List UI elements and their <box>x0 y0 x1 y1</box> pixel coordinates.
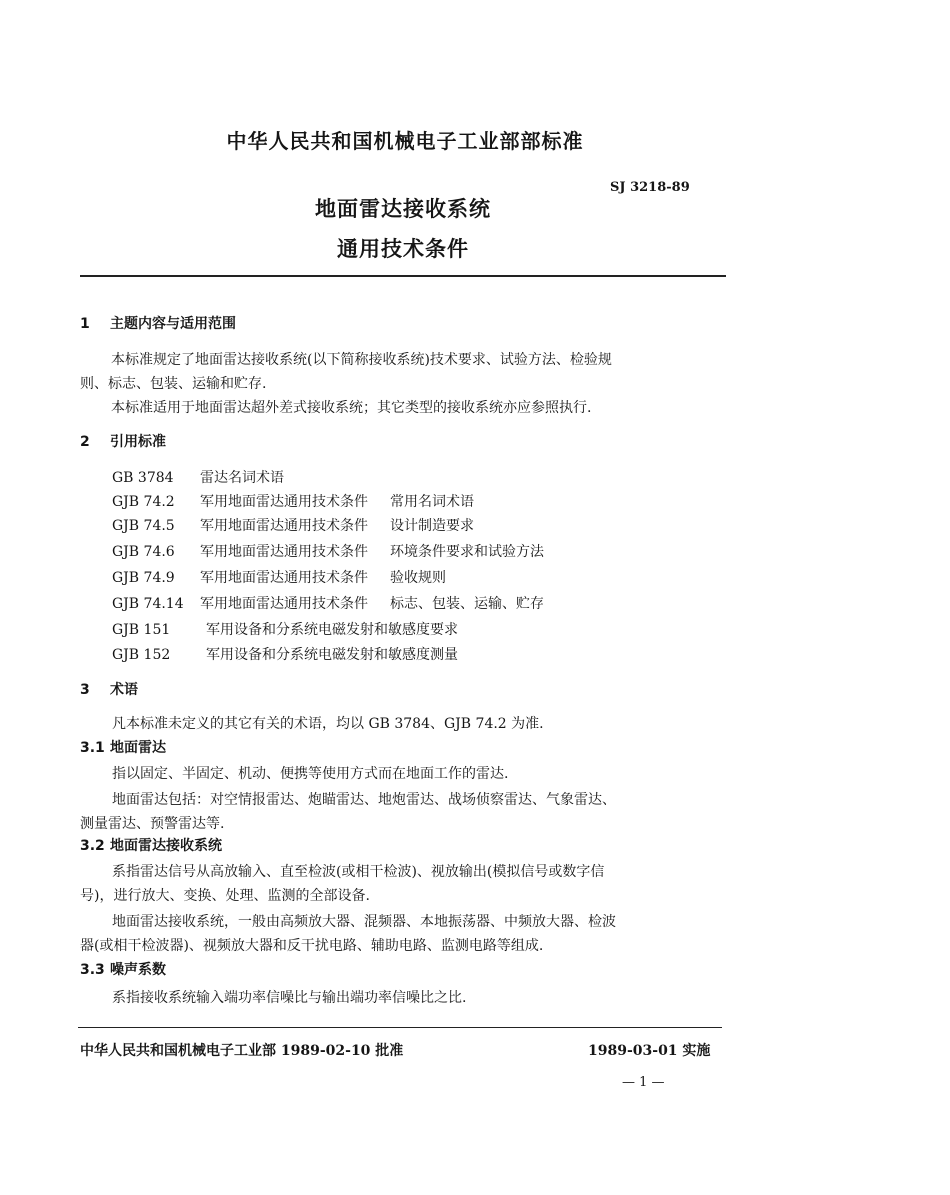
subsection-3-2-paragraph-1-line-1: 系指雷达信号从高放输入、直至检波(或相干检波)、视放输出(模拟信号或数字信 <box>112 864 605 880</box>
subsection-3-2-paragraph-1-line-2: 号)，进行放大、变换、处理、监测的全部设备. <box>80 888 370 904</box>
section-2-number: 2 <box>80 434 90 450</box>
reference-code: GB 3784 <box>112 470 174 486</box>
subsection-3-1-paragraph-1: 指以固定、半固定、机动、便携等使用方式而在地面工作的雷达. <box>112 766 509 782</box>
issuing-organization: 中华人民共和国机械电子工业部部标准 <box>226 129 584 153</box>
reference-subtitle: 设计制造要求 <box>390 518 474 534</box>
approval-note: 中华人民共和国机械电子工业部 1989-02-10 批准 <box>80 1043 404 1059</box>
section-3-intro: 凡本标准未定义的其它有关的术语，均以 GB 3784、GJB 74.2 为准. <box>112 716 544 732</box>
page-number: — 1 — <box>622 1075 665 1090</box>
section-3-title: 术语 <box>110 682 138 698</box>
reference-code: GJB 74.14 <box>112 596 184 612</box>
reference-title: 军用地面雷达通用技术条件 <box>200 518 368 534</box>
section-3-heading <box>80 680 138 700</box>
document-title-line2: 通用技术条件 <box>337 237 469 261</box>
reference-subtitle: 验收规则 <box>390 570 446 586</box>
section-1-paragraph-2: 本标准适用于地面雷达超外差式接收系统；其它类型的接收系统亦应参照执行. <box>111 400 592 416</box>
subsection-3-2-number: 3.2 <box>80 838 105 854</box>
subsection-3-2-paragraph-2-line-2: 器(或相干检波器)、视频放大器和反干扰电路、辅助电路、监测电路等组成. <box>80 938 544 954</box>
subsection-3-1-number: 3.1 <box>80 740 105 756</box>
section-3-number: 3 <box>80 682 90 698</box>
document-title-line1: 地面雷达接收系统 <box>315 197 491 221</box>
header-divider <box>80 275 726 277</box>
subsection-3-3-title: 噪声系数 <box>110 962 166 978</box>
reference-item <box>112 645 458 665</box>
reference-title: 军用设备和分系统电磁发射和敏感度要求 <box>206 622 458 638</box>
reference-item <box>112 620 458 640</box>
section-1-title: 主题内容与适用范围 <box>110 316 236 332</box>
section-2-title: 引用标准 <box>110 434 166 450</box>
reference-item <box>112 594 544 614</box>
subsection-3-3-paragraph-1: 系指接收系统输入端功率信噪比与输出端功率信噪比之比. <box>112 990 467 1006</box>
reference-code: GJB 74.6 <box>112 544 175 560</box>
reference-title: 军用地面雷达通用技术条件 <box>200 596 368 612</box>
section-1-paragraph-1-line-1: 本标准规定了地面雷达接收系统(以下简称接收系统)技术要求、试验方法、检验规 <box>111 352 612 368</box>
reference-title: 军用地面雷达通用技术条件 <box>200 494 368 510</box>
reference-item <box>112 468 284 488</box>
footer-divider <box>78 1027 722 1028</box>
subsection-3-2-title: 地面雷达接收系统 <box>110 838 222 854</box>
reference-title: 军用地面雷达通用技术条件 <box>200 570 368 586</box>
reference-item <box>112 492 474 512</box>
subsection-3-3-heading <box>80 960 166 980</box>
subsection-3-1-heading <box>80 738 166 758</box>
section-1-paragraph-1-line-2: 则、标志、包装、运输和贮存. <box>80 376 267 392</box>
subsection-3-1-paragraph-2-line-1: 地面雷达包括：对空情报雷达、炮瞄雷达、地炮雷达、战场侦察雷达、气象雷达、 <box>112 792 616 808</box>
section-2-heading <box>80 432 166 452</box>
subsection-3-1-paragraph-2-line-2: 测量雷达、预警雷达等. <box>80 816 225 832</box>
reference-item <box>112 542 544 562</box>
reference-code: GJB 152 <box>112 647 171 663</box>
subsection-3-2-heading <box>80 836 222 856</box>
reference-code: GJB 74.9 <box>112 570 175 586</box>
implementation-date: 1989-03-01 实施 <box>588 1043 711 1059</box>
reference-code: GJB 151 <box>112 622 171 638</box>
section-1-heading <box>80 314 236 334</box>
reference-code: GJB 74.2 <box>112 494 175 510</box>
reference-title: 军用地面雷达通用技术条件 <box>200 544 368 560</box>
reference-subtitle: 标志、包装、运输、贮存 <box>390 596 544 612</box>
subsection-3-3-number: 3.3 <box>80 962 105 978</box>
reference-subtitle: 常用名词术语 <box>390 494 474 510</box>
reference-subtitle: 环境条件要求和试验方法 <box>390 544 544 560</box>
standard-number: SJ 3218-89 <box>610 180 690 195</box>
subsection-3-1-title: 地面雷达 <box>110 740 166 756</box>
reference-title: 军用设备和分系统电磁发射和敏感度测量 <box>206 647 458 663</box>
reference-title: 雷达名词术语 <box>200 470 284 486</box>
section-1-number: 1 <box>80 316 90 332</box>
subsection-3-2-paragraph-2-line-1: 地面雷达接收系统，一般由高频放大器、混频器、本地振荡器、中频放大器、检波 <box>112 914 616 930</box>
reference-item <box>112 516 474 536</box>
reference-item <box>112 568 446 588</box>
reference-code: GJB 74.5 <box>112 518 175 534</box>
